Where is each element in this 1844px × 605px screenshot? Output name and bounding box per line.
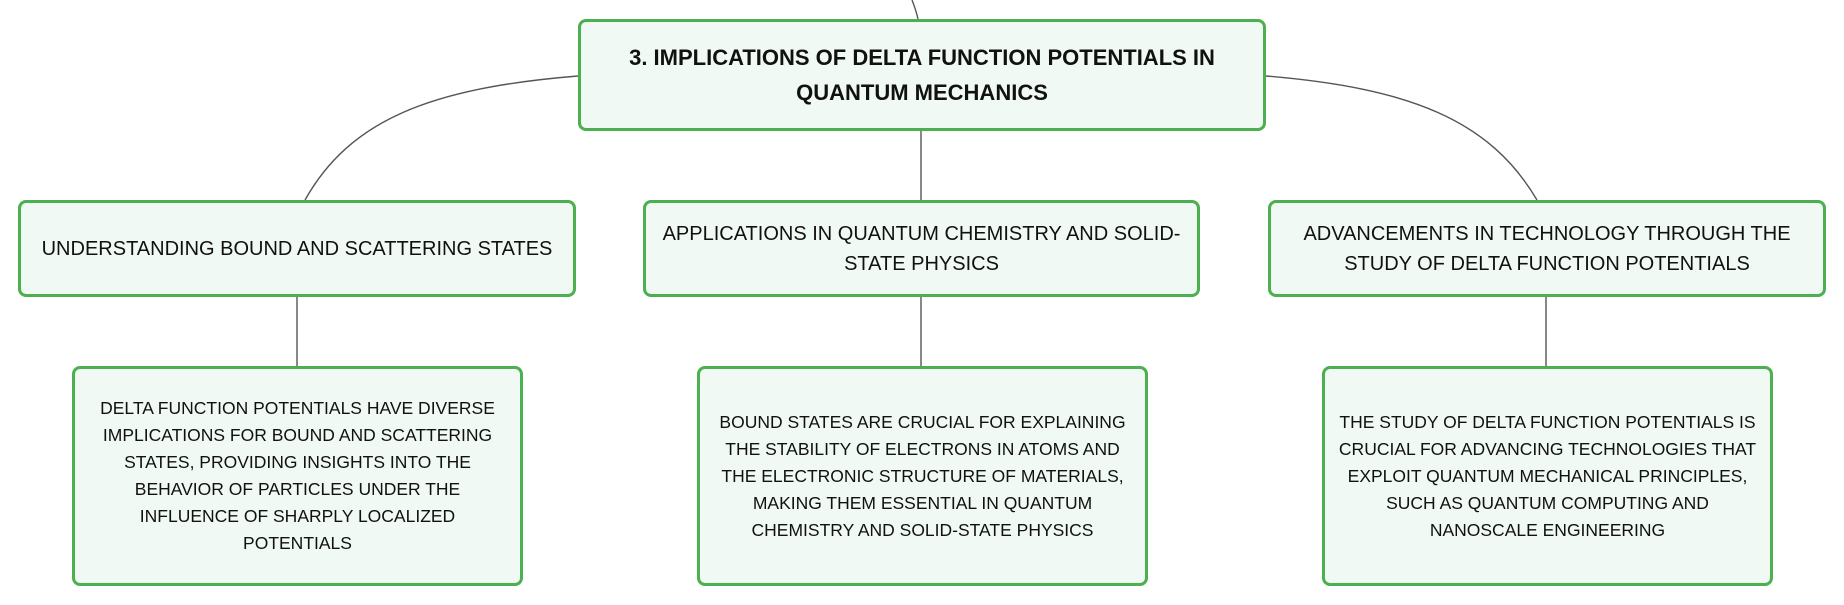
connector-root-to-technology <box>1266 76 1537 200</box>
subtopic-node-bound-scattering-states[interactable] <box>18 200 576 297</box>
detail-text: BOUND STATES ARE CRUCIAL FOR EXPLAINING THE STABILITY OF ELECTRONS IN ATOMS AND THE ELECTRONIC STRUCTURE OF MATERIALS, MAKING THEM ESSENTIAL IN QUANTUM CHEMISTRY AND SOLID-STATE PHYSICS <box>719 411 1126 540</box>
subtopic-node-quantum-chemistry[interactable] <box>643 200 1200 297</box>
root-topic-node[interactable] <box>578 19 1266 131</box>
subtopic-label: APPLICATIONS IN QUANTUM CHEMISTRY AND SOLID-STATE PHYSICS <box>662 222 1181 275</box>
detail-text: THE STUDY OF DELTA FUNCTION POTENTIALS IS CRUCIAL FOR ADVANCING TECHNOLOGIES THAT EXPLOIT QUANTUM MECHANICAL PRINCIPLES, SUCH AS QUANTUM COMPUTING AND NANOSCALE ENGINEERING <box>1338 411 1757 540</box>
detail-text: DELTA FUNCTION POTENTIALS HAVE DIVERSE IMPLICATIONS FOR BOUND AND SCATTERING STATES, PROVIDING INSIGHTS INTO THE BEHAVIOR OF PARTICLES UNDER THE INFLUENCE OF SHARPLY LOCALIZED POTENTIALS <box>100 398 495 553</box>
subtopic-label: ADVANCEMENTS IN TECHNOLOGY THROUGH THE STUDY OF DELTA FUNCTION POTENTIALS <box>1303 222 1791 275</box>
detail-node-bound-scattering-states[interactable] <box>72 366 523 586</box>
connector-from-parent <box>912 0 918 19</box>
subtopic-node-technology-advancements[interactable] <box>1268 200 1826 297</box>
root-topic-label: 3. IMPLICATIONS OF DELTA FUNCTION POTENTIALS IN QUANTUM MECHANICS <box>629 45 1215 105</box>
subtopic-label: UNDERSTANDING BOUND AND SCATTERING STATES <box>41 237 553 260</box>
detail-node-quantum-chemistry[interactable] <box>697 366 1148 586</box>
connector-root-to-bound-states <box>305 76 578 200</box>
detail-node-technology-advancements[interactable] <box>1322 366 1773 586</box>
